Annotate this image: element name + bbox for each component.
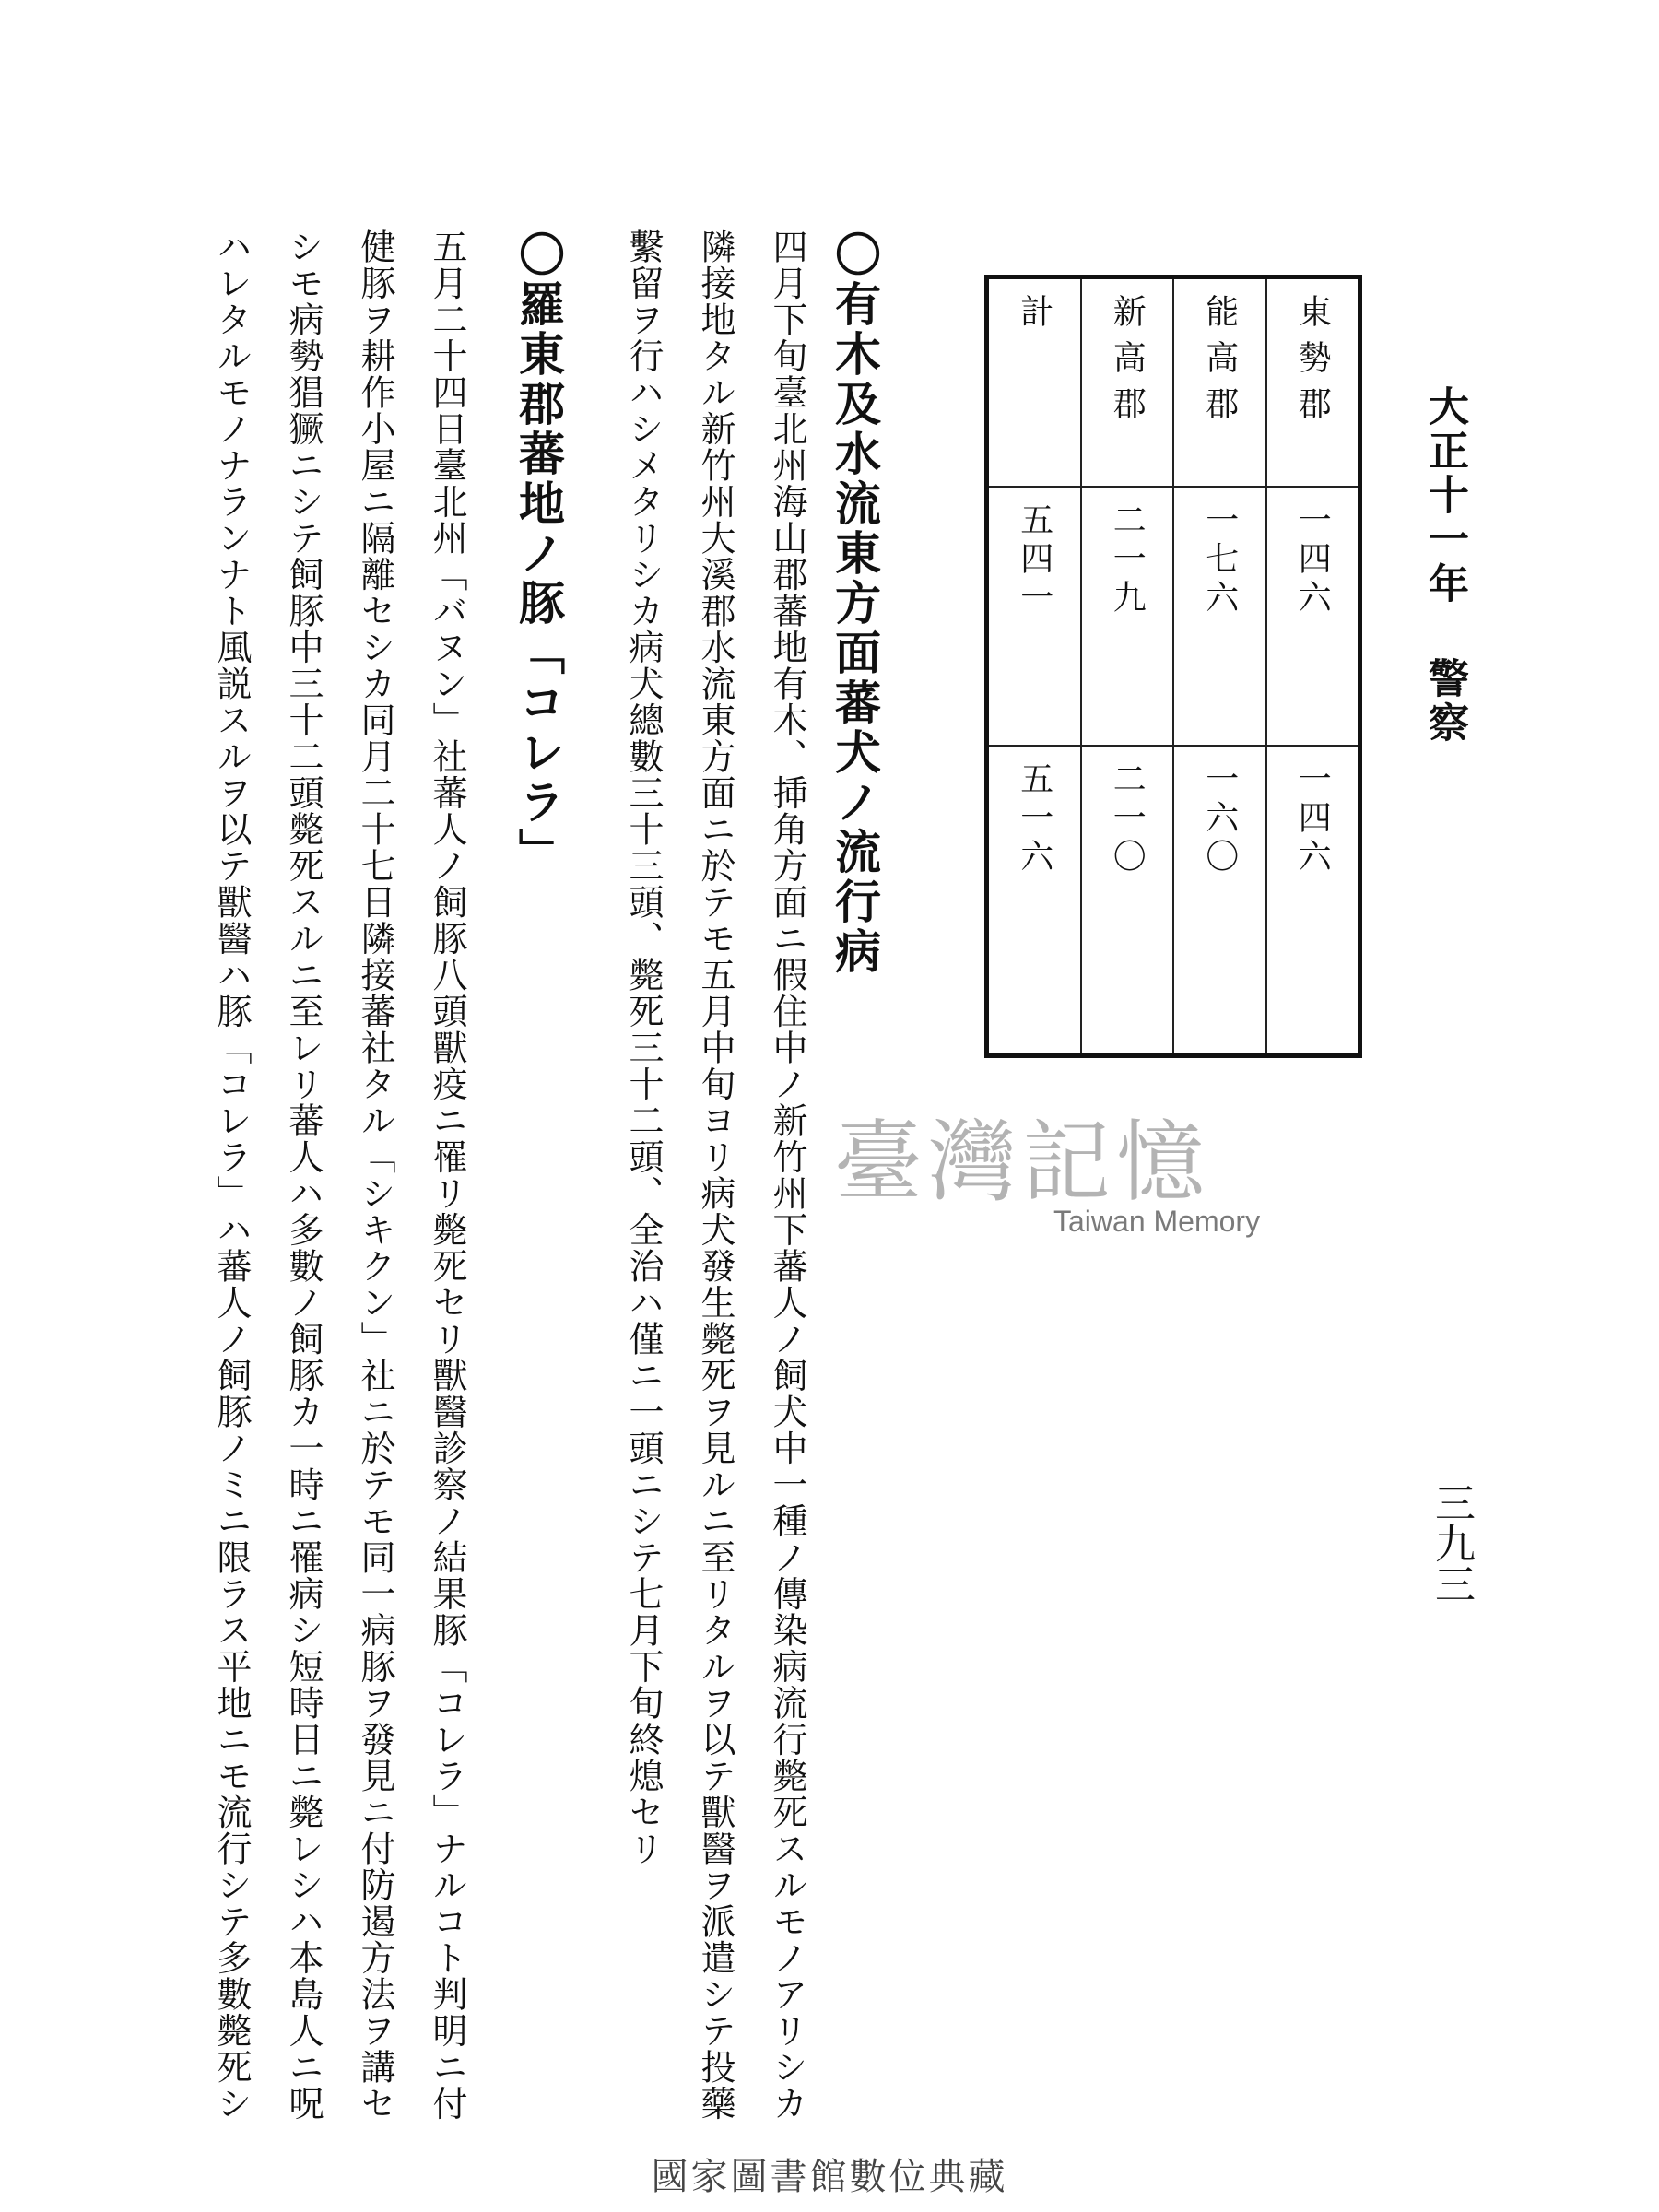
running-header: 大正十一年 警察 bbox=[1421, 385, 1468, 746]
table-value: 五一六 bbox=[1015, 761, 1053, 878]
page-number: 三九三 bbox=[1428, 1482, 1475, 1604]
section-heading: 〇羅東郡蕃地ノ豚「コレラ」 bbox=[512, 230, 566, 877]
table-column bbox=[989, 279, 1080, 1053]
table-column bbox=[1080, 279, 1173, 1053]
table-district-label: 新高郡 bbox=[1108, 294, 1147, 432]
body-line: 四月下旬臺北州海山郡蕃地有木、挿角方面ニ假住中ノ新竹州下蕃人ノ飼犬中一種ノ傳染病流行斃死スルモノアリシカ bbox=[767, 229, 807, 2122]
body-line: 繫留ヲ行ハシメタリシカ病犬總數三十三頭、斃死三十二頭、全治ハ僅ニ一頭ニシテ七月下旬終熄セリ bbox=[623, 229, 664, 1867]
table-value: 二一九 bbox=[1108, 501, 1147, 618]
table-district-label: 計 bbox=[1015, 294, 1053, 340]
table-value: 五四一 bbox=[1015, 501, 1053, 618]
watermark-en-text: Taiwan Memory bbox=[1053, 1205, 1261, 1238]
table-district-label: 東勢郡 bbox=[1293, 294, 1332, 432]
table-value: 二一〇 bbox=[1108, 761, 1147, 878]
table-value: 一四六 bbox=[1293, 761, 1332, 878]
footer-credit: 國家圖書館數位典藏 bbox=[651, 2156, 1008, 2198]
body-line: 健豚ヲ耕作小屋ニ隔離セシカ同月二十七日隣接蕃社タル「シキクン」社ニ於テモ同一病豚ヲ發見ニ付防遏方法ヲ講セ bbox=[355, 229, 395, 2122]
body-line: シモ病勢猖獗ニシテ飼豚中三十二頭斃死スルニ至レリ蕃人ハ多數ノ飼豚カ一時ニ罹病シ短時日ニ斃レシハ本島人ニ呪 bbox=[283, 229, 324, 2122]
body-line: ハレタルモノナランナト風説スルヲ以テ獸醫ハ豚「コレラ」ハ蕃人ノ飼豚ノミニ限ラス平地ニモ流行シテ多數斃死シ bbox=[211, 229, 252, 2122]
table-value: 一六〇 bbox=[1200, 761, 1239, 878]
table-column bbox=[1172, 279, 1265, 1053]
watermark-cjk-text: 臺灣記憶 bbox=[834, 1111, 1210, 1214]
table-column bbox=[1265, 279, 1359, 1053]
table-value: 一七六 bbox=[1200, 501, 1239, 618]
table-value: 一四六 bbox=[1293, 501, 1332, 618]
taiwan-memory-watermark bbox=[834, 1092, 1295, 1277]
district-table bbox=[984, 275, 1362, 1058]
body-line: 隣接地タル新竹州大溪郡水流東方面ニ於テモ五月中旬ヨリ病犬發生斃死ヲ見ルニ至リタルヲ以テ獸醫ヲ派遣シテ投藥 bbox=[695, 229, 735, 2122]
section-heading: 〇有木及水流東方面蕃犬ノ流行病 bbox=[828, 230, 882, 977]
table-district-label: 能高郡 bbox=[1200, 294, 1239, 432]
body-line: 五月二十四日臺北州「バヌン」社蕃人ノ飼豚八頭獸疫ニ罹リ斃死セリ獸醫診察ノ結果豚「コレラ」ナルコト判明ニ付 bbox=[427, 229, 467, 2122]
